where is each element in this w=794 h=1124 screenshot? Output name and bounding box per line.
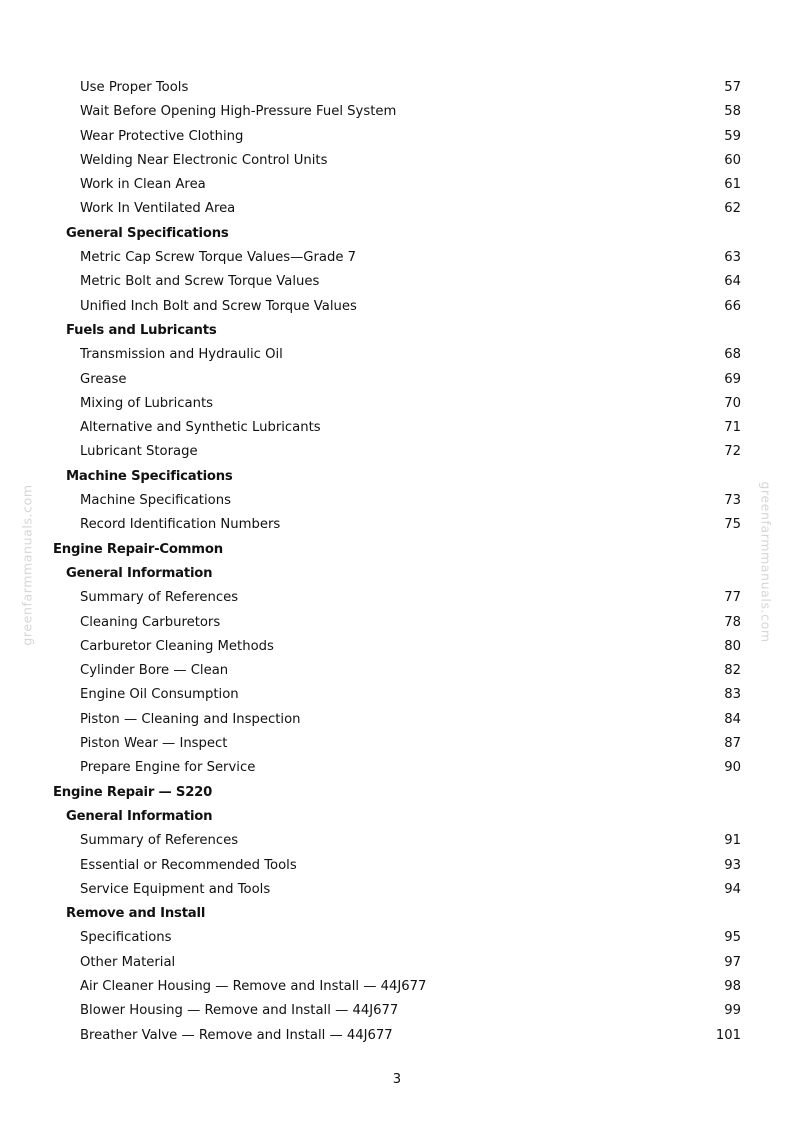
toc-entry-title: Metric Bolt and Screw Torque Values xyxy=(80,274,320,290)
toc-entry[interactable] xyxy=(0,659,794,683)
toc-entry-title: General Information xyxy=(66,565,213,581)
toc-entry-title: Unified Inch Bolt and Screw Torque Values xyxy=(80,298,357,314)
toc-entry[interactable] xyxy=(0,125,794,149)
toc-entry-page-number: 87 xyxy=(724,736,741,752)
toc-chapter-heading xyxy=(0,781,794,805)
toc-entry-title: Piston — Cleaning and Inspection xyxy=(80,711,301,727)
watermark-right: greenfarmmanuals.com xyxy=(758,481,774,643)
toc-entry-title: Work in Clean Area xyxy=(80,177,206,193)
toc-entry-page-number: 75 xyxy=(724,517,741,533)
toc-section-heading xyxy=(0,222,794,246)
toc-entry-title: Carburetor Cleaning Methods xyxy=(80,638,274,654)
toc-entry[interactable] xyxy=(0,756,794,780)
toc-entry-title: Summary of References xyxy=(80,590,239,606)
toc-entry-page-number: 70 xyxy=(724,395,741,411)
toc-entry-page-number: 99 xyxy=(724,1003,741,1019)
toc-section-heading xyxy=(0,562,794,586)
toc-entry-page-number: 64 xyxy=(724,274,741,290)
toc-entry-title: Cleaning Carburetors xyxy=(80,614,221,630)
toc-entry[interactable] xyxy=(0,416,794,440)
toc-entry-title: Service Equipment and Tools xyxy=(80,881,271,897)
toc-entry-page-number: 93 xyxy=(724,857,741,873)
toc-entry-page-number: 82 xyxy=(724,663,741,679)
toc-entry-title: Engine Oil Consumption xyxy=(80,687,239,703)
toc-chapter-heading xyxy=(0,538,794,562)
toc-entry[interactable] xyxy=(0,173,794,197)
toc-entry-page-number: 61 xyxy=(724,177,741,193)
toc-entry[interactable] xyxy=(0,270,794,294)
toc-entry[interactable] xyxy=(0,513,794,537)
toc-entry-title: Alternative and Synthetic Lubricants xyxy=(80,420,321,436)
toc-section-heading xyxy=(0,805,794,829)
toc-entry[interactable] xyxy=(0,854,794,878)
toc-entry[interactable] xyxy=(0,368,794,392)
toc-entry[interactable] xyxy=(0,586,794,610)
toc-entry-title: Cylinder Bore — Clean xyxy=(80,663,229,679)
toc-entry[interactable] xyxy=(0,975,794,999)
toc-entry-page-number: 94 xyxy=(724,881,741,897)
toc-entry-page-number: 78 xyxy=(724,614,741,630)
toc-entry-page-number: 59 xyxy=(724,128,741,144)
toc-entry-title: Other Material xyxy=(80,954,176,970)
toc-entry-page-number: 84 xyxy=(724,711,741,727)
toc-entry[interactable] xyxy=(0,732,794,756)
toc-entry-title: Use Proper Tools xyxy=(80,80,189,95)
toc-entry-page-number: 72 xyxy=(724,444,741,460)
toc-entry[interactable] xyxy=(0,611,794,635)
toc-entry-title: Metric Cap Screw Torque Values—Grade 7 xyxy=(80,250,357,266)
toc-entry-title: Prepare Engine for Service xyxy=(80,760,256,776)
toc-entry-title: Lubricant Storage xyxy=(80,444,198,460)
table-of-contents xyxy=(0,76,794,1048)
toc-entry-page-number: 68 xyxy=(724,347,741,363)
toc-entry-title: Engine Repair-Common xyxy=(53,541,223,557)
toc-entry-page-number: 60 xyxy=(724,152,741,168)
toc-entry[interactable] xyxy=(0,489,794,513)
toc-entry-page-number: 91 xyxy=(724,833,741,849)
toc-entry-title: Wear Protective Clothing xyxy=(80,128,244,144)
toc-entry[interactable] xyxy=(0,878,794,902)
toc-entry-title: Engine Repair — S220 xyxy=(53,784,213,800)
toc-entry-page-number: 95 xyxy=(724,930,741,946)
toc-entry-page-number: 62 xyxy=(724,201,741,217)
toc-entry-page-number: 57 xyxy=(724,80,741,95)
watermark-left: greenfarmmanuals.com xyxy=(19,484,35,646)
toc-entry[interactable] xyxy=(0,343,794,367)
toc-entry[interactable] xyxy=(0,197,794,221)
page-number: 3 xyxy=(392,1072,402,1087)
toc-entry-title: General Information xyxy=(66,808,213,824)
toc-entry-page-number: 101 xyxy=(715,1027,741,1043)
toc-entry[interactable] xyxy=(0,635,794,659)
toc-entry-page-number: 80 xyxy=(724,638,741,654)
toc-entry-title: Mixing of Lubricants xyxy=(80,395,213,411)
toc-entry[interactable] xyxy=(0,926,794,950)
toc-entry-title: Fuels and Lubricants xyxy=(66,322,217,338)
toc-entry-title: Air Cleaner Housing — Remove and Install — 44J677 xyxy=(80,978,427,994)
toc-entry[interactable] xyxy=(0,295,794,319)
toc-entry-title: Summary of References xyxy=(80,833,239,849)
toc-entry[interactable] xyxy=(0,149,794,173)
toc-entry-title: Specifications xyxy=(80,930,172,946)
toc-entry[interactable] xyxy=(0,1024,794,1048)
toc-entry-title: Remove and Install xyxy=(66,906,206,922)
toc-entry-title: Machine Specifications xyxy=(66,468,233,484)
toc-entry[interactable] xyxy=(0,951,794,975)
toc-entry[interactable] xyxy=(0,829,794,853)
toc-entry-title: Blower Housing — Remove and Install — 44J677 xyxy=(80,1003,399,1019)
toc-entry[interactable] xyxy=(0,683,794,707)
toc-entry-title: Breather Valve — Remove and Install — 44J677 xyxy=(80,1027,393,1043)
toc-entry-title: Grease xyxy=(80,371,127,387)
toc-entry-page-number: 83 xyxy=(724,687,741,703)
toc-entry-page-number: 63 xyxy=(724,250,741,266)
toc-section-heading xyxy=(0,902,794,926)
toc-entry-title: General Specifications xyxy=(66,225,229,241)
toc-entry-title: Piston Wear — Inspect xyxy=(80,736,228,752)
toc-entry-page-number: 69 xyxy=(724,371,741,387)
toc-entry-title: Wait Before Opening High-Pressure Fuel System xyxy=(80,104,397,120)
toc-entry-page-number: 98 xyxy=(724,978,741,994)
toc-entry-page-number: 73 xyxy=(724,493,741,509)
toc-entry-page-number: 77 xyxy=(724,590,741,606)
toc-entry[interactable] xyxy=(0,100,794,124)
toc-entry-page-number: 97 xyxy=(724,954,741,970)
toc-section-heading xyxy=(0,319,794,343)
toc-section-heading xyxy=(0,465,794,489)
toc-entry-title: Work In Ventilated Area xyxy=(80,201,236,217)
toc-entry[interactable] xyxy=(0,708,794,732)
toc-entry-page-number: 66 xyxy=(724,298,741,314)
toc-entry[interactable] xyxy=(0,392,794,416)
toc-entry-page-number: 90 xyxy=(724,760,741,776)
toc-entry[interactable] xyxy=(0,76,794,100)
toc-entry[interactable] xyxy=(0,440,794,464)
toc-entry[interactable] xyxy=(0,999,794,1023)
toc-entry-title: Transmission and Hydraulic Oil xyxy=(80,347,283,363)
toc-entry-title: Welding Near Electronic Control Units xyxy=(80,152,328,168)
toc-entry-page-number: 58 xyxy=(724,104,741,120)
toc-entry-title: Record Identification Numbers xyxy=(80,517,281,533)
toc-entry[interactable] xyxy=(0,246,794,270)
toc-entry-title: Machine Specifications xyxy=(80,493,231,509)
toc-entry-page-number: 71 xyxy=(724,420,741,436)
toc-entry-title: Essential or Recommended Tools xyxy=(80,857,297,873)
